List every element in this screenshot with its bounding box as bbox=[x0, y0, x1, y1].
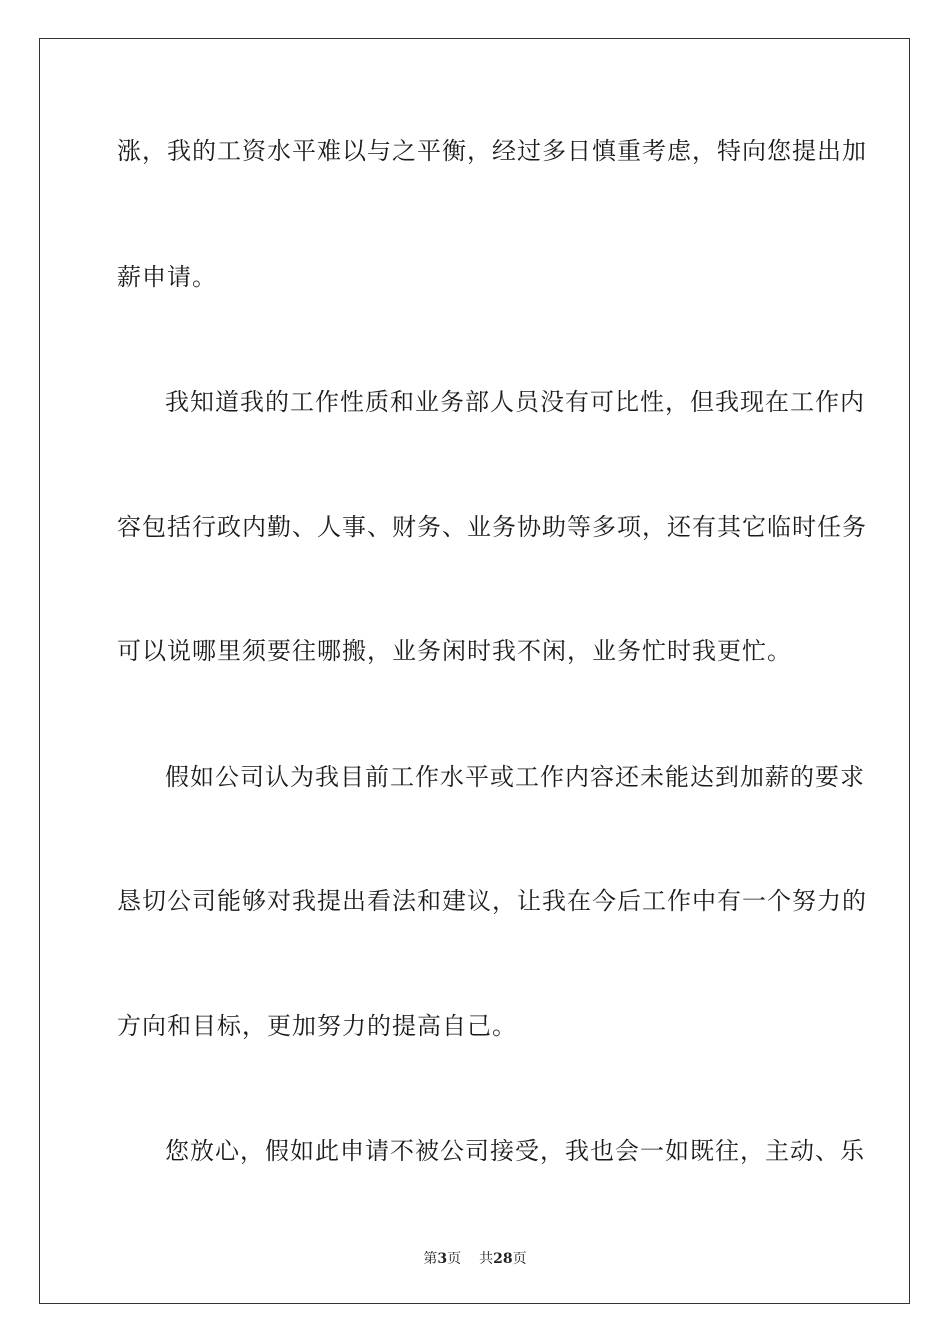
text-line: 方向和目标，更加努力的提高自己。 bbox=[117, 1012, 517, 1040]
page-prefix: 第 bbox=[423, 1251, 438, 1267]
text-line: 恳切公司能够对我提出看法和建议，让我在今后工作中有一个努力的 bbox=[117, 887, 867, 915]
page-footer bbox=[0, 1248, 950, 1268]
paragraph-first-line: 假如公司认为我目前工作水平或工作内容还未能达到加薪的要求 bbox=[165, 763, 865, 791]
text-line: 容包括行政内勤、人事、财务、业务协助等多项，还有其它临时任务 bbox=[117, 513, 867, 541]
paragraph-first-line: 我知道我的工作性质和业务部人员没有可比性，但我现在工作内 bbox=[165, 388, 865, 416]
text-line: 可以说哪里须要往哪搬，业务闲时我不闲，业务忙时我更忙。 bbox=[117, 637, 792, 665]
total-pages: 28 bbox=[493, 1251, 513, 1267]
text-line: 薪申请。 bbox=[117, 263, 217, 291]
page-number: 3 bbox=[437, 1251, 448, 1267]
text-line: 涨，我的工资水平难以与之平衡，经过多日慎重考虑，特向您提出加 bbox=[117, 137, 867, 165]
page-suffix: 页 bbox=[447, 1251, 462, 1267]
page-border bbox=[39, 38, 910, 1304]
total-prefix: 共 bbox=[479, 1251, 494, 1267]
total-suffix: 页 bbox=[512, 1251, 527, 1267]
paragraph-first-line: 您放心，假如此申请不被公司接受，我也会一如既往，主动、乐 bbox=[165, 1137, 865, 1165]
